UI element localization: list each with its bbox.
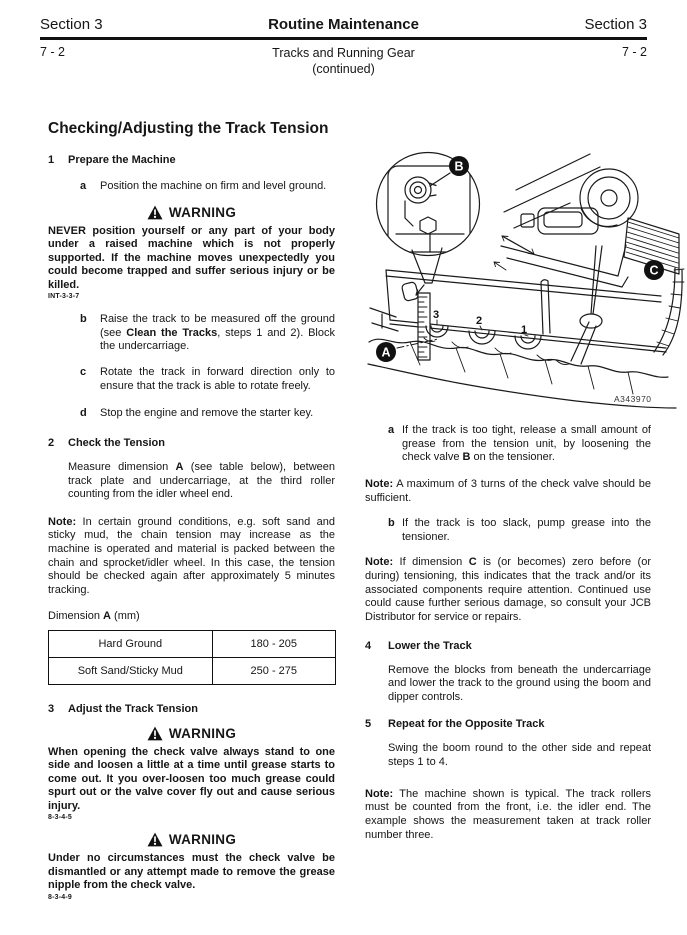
page-subtitle <box>160 45 527 78</box>
warning-text: NEVER position yourself or any part of your body under a raised machine which is not properly supported. If the machine moves unexpectedly you could become trapped and suffer serious injury or be killed. <box>48 224 335 291</box>
page-number-right: 7 - 2 <box>621 45 647 59</box>
callout-b-letter: B <box>454 159 464 174</box>
section-label-right: Section 3 <box>584 16 647 33</box>
track-tension-figure <box>366 146 686 414</box>
roller-number-1: 1 <box>520 324 528 336</box>
step-number: 1 <box>48 154 55 166</box>
roller-number-2: 2 <box>475 315 483 327</box>
warning-icon <box>147 205 163 220</box>
callout-a <box>376 342 396 362</box>
warning-header <box>48 832 335 847</box>
page-number-left: 7 - 2 <box>40 45 66 59</box>
warning-text: Under no circumstances must the check valve be dismantled or any attempt made to remove the grease nipple from the check valve. <box>48 852 335 892</box>
warning-title: WARNING <box>168 204 237 220</box>
figure-code: A343970 <box>614 394 652 404</box>
note-dimension-c: Note: If dimension C is (or becomes) zero before (or during) tensioning, this indicates that the track and/or its associated components require attention. Continued use could cause further serious damage, so consult your JCB Distributor for service or repairs. <box>365 556 651 623</box>
dimension-table <box>48 630 336 685</box>
callout-c-letter: C <box>649 263 659 278</box>
cell-ground-condition: Soft Sand/Sticky Mud <box>49 657 213 684</box>
step-number: 3 <box>48 702 55 715</box>
warning-icon <box>147 832 163 847</box>
cell-dimension-range: 250 - 275 <box>212 657 335 684</box>
warning-icon <box>147 726 163 741</box>
step-1a <box>48 180 335 194</box>
step-4-heading <box>365 640 651 652</box>
note-ground-conditions: Note: In certain ground conditions, e.g. soft sand and sticky mud, the chain tension may increase as the machine is operated and material is packed between the chain and sprocket/idler wheel. In this case, the tension should be checked again after approximately 5 minutes tracking. <box>48 515 335 596</box>
callout-a-letter: A <box>381 345 391 360</box>
subtitle-line-2: (continued) <box>312 62 375 77</box>
roller-number-3: 3 <box>432 309 440 321</box>
step-2-heading <box>48 437 335 449</box>
step-title: Lower the Track <box>388 639 472 652</box>
callout-b <box>430 156 469 186</box>
section-label-left: Section 3 <box>40 16 103 33</box>
table-row <box>49 657 336 684</box>
subtitle-line-1: Tracks and Running Gear <box>272 46 415 60</box>
step-1-heading <box>48 154 335 166</box>
step-1b <box>48 313 335 354</box>
substep-label: a <box>80 180 87 192</box>
cell-dimension-range: 180 - 205 <box>212 630 335 657</box>
step-1d <box>48 407 335 421</box>
step-3a <box>365 424 651 465</box>
page-header <box>40 16 647 78</box>
step-5-paragraph: Swing the boom round to the other side and repeat steps 1 to 4. <box>388 742 651 768</box>
step-5-heading <box>365 718 651 730</box>
substep-label: c <box>80 366 87 379</box>
warning-ref-code: INT-3-3-7 <box>48 293 80 301</box>
substep-text: If the track is too slack, pump grease into the tensioner. <box>402 517 651 543</box>
step-3-heading <box>48 703 335 715</box>
step-title: Check the Tension <box>68 436 165 449</box>
step-number: 4 <box>365 639 372 652</box>
warning-ref-code: 8-3-4-5 <box>48 814 72 822</box>
substep-label: d <box>80 407 87 420</box>
note-machine-typical: Note: The machine shown is typical. The track rollers must be counted from the front, i.e. the idler end. The example shows the measurement taken at track roller number three. <box>365 787 651 841</box>
header-row-1 <box>40 16 647 33</box>
step-4-paragraph: Remove the blocks from beneath the undercarriage and lower the track to the ground using the boom and dipper controls. <box>388 663 651 703</box>
warning-block-2 <box>48 726 335 822</box>
substep-text: If the track is too tight, release a small amount of grease from the tension unit, by loosening the check valve B on the tensioner. <box>402 424 651 464</box>
step-title: Adjust the Track Tension <box>68 702 198 715</box>
substep-text: Rotate the track in forward direction only to ensure that the track is able to rotate freely. <box>100 366 335 392</box>
warning-block-1 <box>48 205 335 301</box>
header-rule <box>40 37 647 40</box>
step-number: 5 <box>365 718 372 731</box>
figure-drawing <box>366 146 686 414</box>
substep-text: Raise the track to be measured off the ground (see Clean the Tracks, steps 1 and 2). Block the undercarriage. <box>100 313 335 353</box>
step-number: 2 <box>48 436 55 449</box>
topic-heading: Checking/Adjusting the Track Tension <box>48 120 329 137</box>
header-row-2 <box>40 45 647 78</box>
callout-c <box>644 260 664 280</box>
step-1c <box>48 366 335 393</box>
step-3b <box>365 517 651 544</box>
substep-label: b <box>388 517 395 530</box>
warning-header <box>48 726 335 741</box>
warning-title: WARNING <box>168 832 237 848</box>
table-row <box>49 630 336 657</box>
left-column <box>48 120 335 901</box>
warning-header <box>48 205 335 220</box>
substep-label: b <box>80 313 87 326</box>
step-title: Prepare the Machine <box>68 154 176 166</box>
cell-ground-condition: Hard Ground <box>49 630 213 657</box>
step-title: Repeat for the Opposite Track <box>388 718 545 731</box>
warning-ref-code: 8-3-4-9 <box>48 893 72 901</box>
note-check-valve-turns: Note: A maximum of 3 turns of the check valve should be sufficient. <box>365 477 651 504</box>
step-2-paragraph: Measure dimension A (see table below), between track plate and undercarriage, at the third roller counting from the idler wheel end. <box>68 460 335 501</box>
right-column <box>365 424 651 842</box>
page-title: Routine Maintenance <box>268 16 419 33</box>
substep-text: Position the machine on firm and level ground. <box>100 180 327 192</box>
dimension-a-label: Dimension A (mm) <box>48 609 140 622</box>
warning-block-3 <box>48 832 335 901</box>
substep-text: Stop the engine and remove the starter key. <box>100 407 314 420</box>
warning-title: WARNING <box>168 725 237 741</box>
warning-text: When opening the check valve always stand to one side and loosen a little at a time until grease starts to come out. It you over-loosen too much grease could spurt out or the valve cover fly out and cause serious injury. <box>48 745 335 812</box>
substep-label: a <box>388 424 395 436</box>
